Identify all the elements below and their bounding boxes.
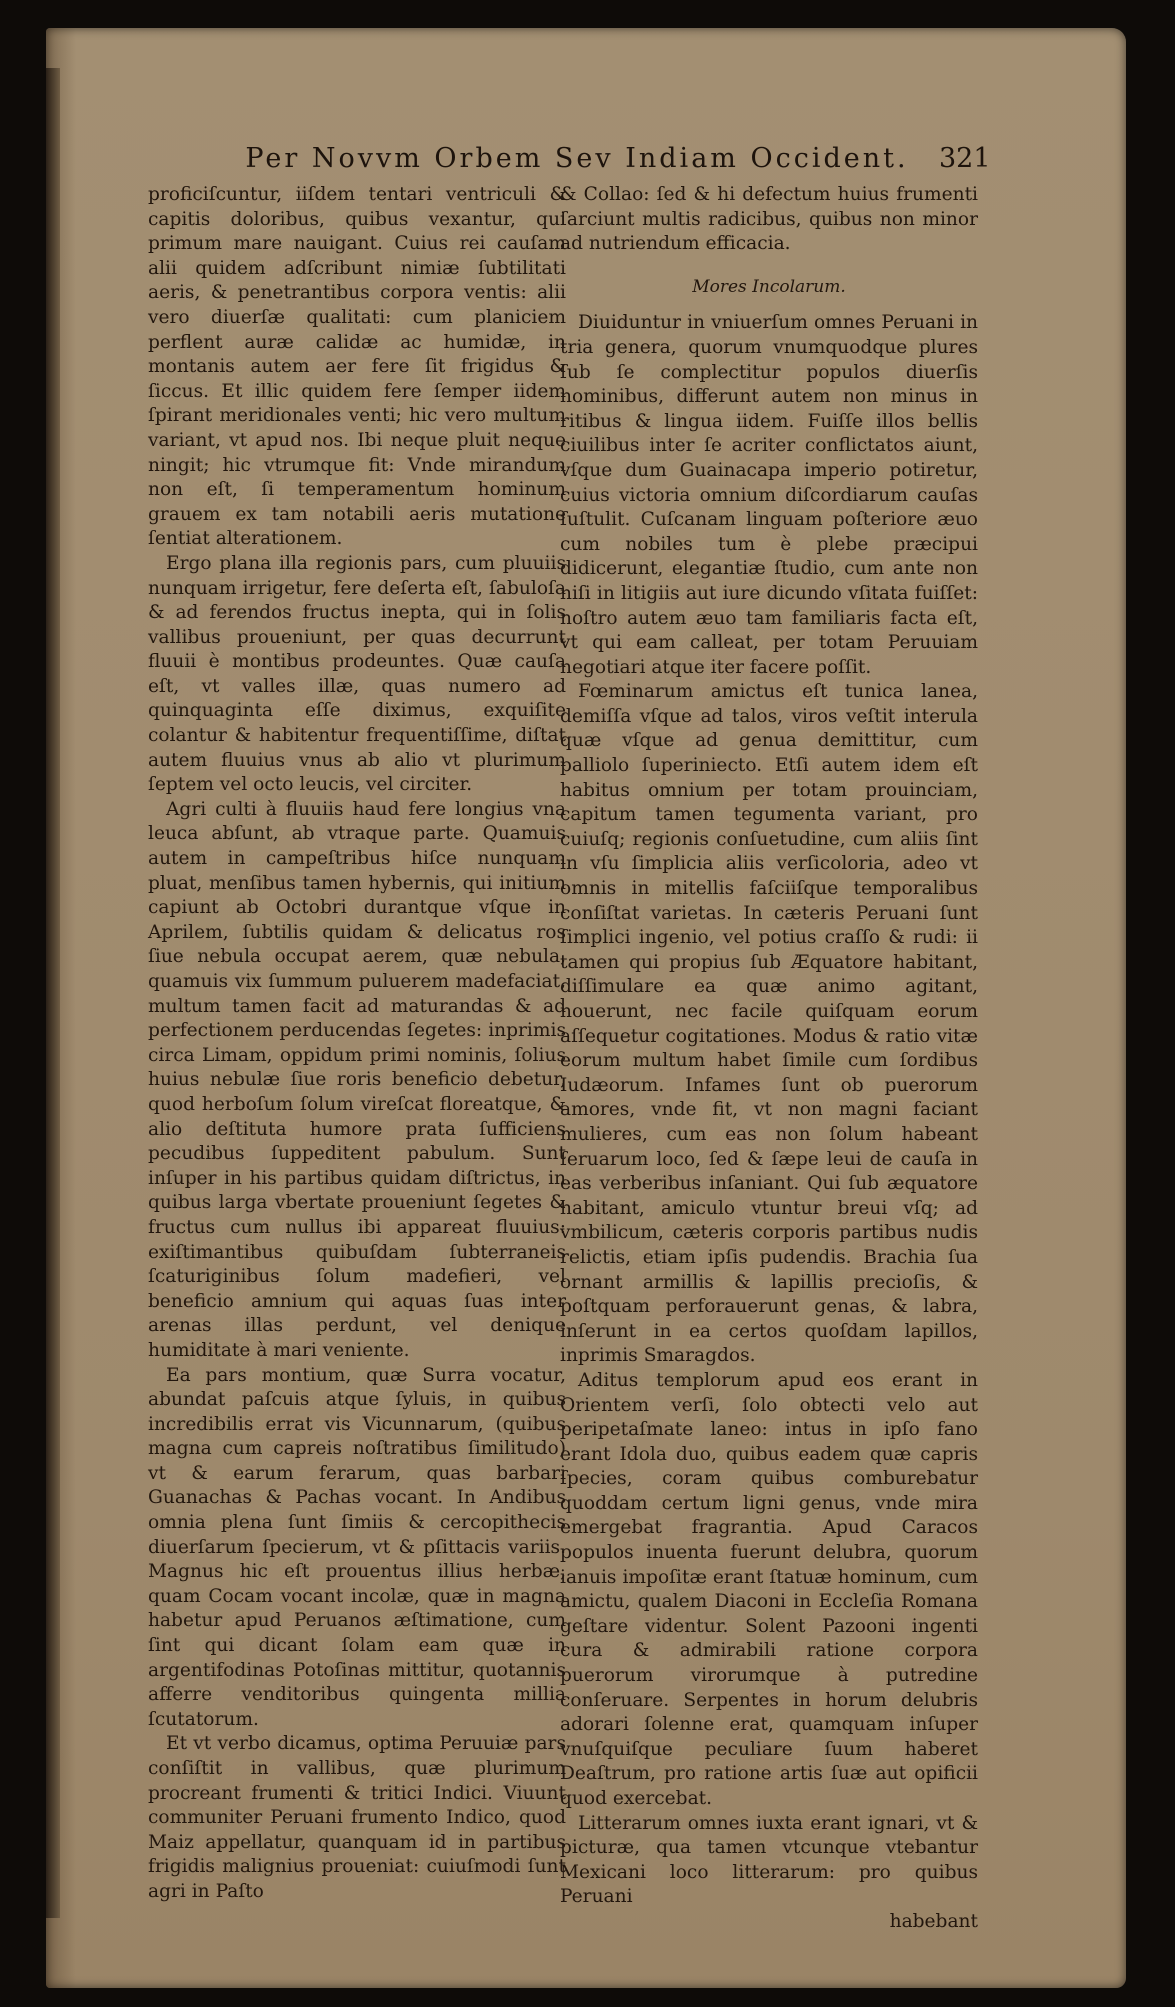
paragraph: Fœminarum amictus eſt tunica lanea, demiſſa vſque ad talos, viros veſtit interula quæ vſque ad genua demittitur, cum palliolo ſuperiniecto. Etſi autem idem eſt habitus omnium per totam prouinciam, capitum tamen tegumenta variant, pro cuiuſq; regionis conſuetudine, cum aliis ſint in vſu ſimplicia aliis verſicoloria, adeo vt omnis in mitellis faſciiſque temporalibus conſiſtat varietas. In cæteris Peruani ſunt ſimplici ingenio, vel potius craſſo & rudi: ii tamen qui propius ſub Æquatore habitant, diſſimulare ea quæ animo agitant, nouerunt, nec facile quiſquam eorum aſſequetur cogitationes. Modus & ratio vitæ eorum multum habet ſimile cum ſordibus Iudæorum. Infames ſunt ob puerorum amores, vnde fit, vt non magni faciant mulieres, cum eas non ſolum habeant ſeruarum loco, ſed & ſæpe leui de cauſa in eas verberibus inſaniant. Qui ſub æquatore habitant, amiculo vtuntur breui vſq; ad vmbilicum, cæteris corporis partibus nudis relictis, etiam ipſis pudendis. Brachia ſua ornant armillis & lapillis precioſis, & poſtquam perforauerunt genas, & labra, inſerunt in ea certos quoſdam lapillos, inprimis Smaragdos. xyxy=(560,681,978,1367)
left-column xyxy=(148,183,566,1905)
book-page xyxy=(46,28,1126,1988)
paragraph: Agri culti à fluuiis haud fere longius vna leuca abſunt, ab vtraque parte. Quamuis autem in campeſtribus hiſce nunquam pluat, menſibus tamen hybernis, qui initium capiunt ab Octobri durantque vſque in Aprilem, ſubtilis quidam & delicatus ros ſiue nebula occupat aerem, quæ nebula, quamuis vix ſummum puluerem madefaciat, multum tamen facit ad maturandas & ad perfectionem perducendas ſegetes: inprimis circa Limam, oppidum primi nominis, ſolius huius nebulæ ſiue roris beneficio debetur, quod herboſum ſolum vireſcat floreatque, & alio deſtituta humore prata ſufficiens pecudibus ſuppeditent pabulum. Sunt inſuper in his partibus quidam diſtrictus, in quibus larga vbertate proueniunt ſegetes & fructus cum nullus ibi appareat fluuius: exiſtimantibus quibuſdam ſubterraneis ſcaturiginibus ſolum madefieri, vel beneficio amnium qui aquas ſuas inter arenas illas perdunt, vel denique humiditate à mari veniente. xyxy=(148,798,566,1361)
catchword: habebant xyxy=(889,1910,978,1932)
paragraph: Litterarum omnes iuxta erant ignari, vt & picturæ, qua tamen vtcunque vtebantur Mexicani loco litterarum: pro quibus Peruani xyxy=(560,1812,978,1908)
section-heading: Mores Incolarum. xyxy=(692,276,846,297)
paragraph: Ergo plana illa regionis pars, cum pluuiis nunquam irrigetur, fere deſerta eſt, ſabuloſa & ad ferendos fructus inepta, qui in ſolis vallibus proueniunt, per quas decurrunt fluuii è montibus prodeuntes. Quæ cauſa eſt, vt valles illæ, quas numero ad quinquaginta eſſe diximus, exquiſite colantur & habitentur frequentiſſime, diſtat autem fluuius vnus ab alio vt plurimum ſeptem vel octo leucis, vel circiter. xyxy=(148,552,566,796)
paragraph: proficiſcuntur, iiſdem tentari ventriculi & capitis doloribus, quibus vexantur, qui primum mare nauigant. Cuius rei cauſam alii quidem adſcribunt nimiæ ſubtilitati aeris, & penetrantibus corpora ventis: alii vero diuerſæ qualitati: cum planiciem perflent auræ calidæ ac humidæ, in montanis autem aer fere ſit frigidus & ſiccus. Et illic quidem fere ſemper iidem ſpirant meridionales venti; hic vero multum variant, vt apud nos. Ibi neque pluit neque ningit; hic vtrumque fit: Vnde mirandum non eſt, ſi temperamentum hominum grauem ex tam notabili aeris mutatione ſentiat alterationem. xyxy=(148,184,566,550)
paragraph: Diuiduntur in vniuerſum omnes Peruani in tria genera, quorum vnumquodque plures ſub ſe complectitur populos diuerſis nominibus, differunt autem non minus in ritibus & lingua iidem. Fuiſſe illos bellis ciuilibus inter ſe acriter conflictatos aiunt, vſque dum Guainacapa imperio potiretur, cuius victoria omnium diſcordiarum cauſas ſuſtulit. Cuſcanam linguam poſteriore æuo cum nobiles tum è plebe præcipui didicerunt, elegantiæ ſtudio, cum ante non niſi in litigiis aut iure dicundo vſitata fuiſſet: noſtro autem æuo tam familiaris facta eſt, vt qui eam calleat, per totam Peruuiam negotiari atque iter facere poſſit. xyxy=(560,312,978,678)
paragraph: & Collao: ſed & hi defectum huius frumenti ſarciunt multis radicibus, quibus non minor ad nutriendum efficacia. xyxy=(560,184,978,255)
paragraph: Ea pars montium, quæ Surra vocatur, abundat paſcuis atque ſyluis, in quibus incredibilis errat vis Vicunnarum, (quibus magna cum capreis noſtratibus ſimilitudo) vt & earum ferarum, quas barbari Guanachas & Pachas vocant. In Andibus omnia plena ſunt ſimiis & cercopithecis diuerſarum ſpecierum, vt & pſittacis variis. Magnus hic eſt prouentus illius herbæ, quam Cocam vocant incolæ, quæ in magna habetur apud Peruanos æſtimatione, cum ſint qui dicant ſolam eam quæ in argentifodinas Potoſinas mittitur, quotannis afferre venditoribus quingenta millia ſcutatorum. xyxy=(148,1364,566,1730)
page-number: 321 xyxy=(939,143,991,174)
right-column xyxy=(560,183,978,1935)
page-binding-edge xyxy=(46,68,60,1918)
paragraph: Aditus templorum apud eos erant in Orientem verſi, ſolo obtecti velo aut peripetaſmate laneo: intus in ipſo fano erant Idola duo, quibus eadem quæ capris ſpecies, coram quibus comburebatur quoddam certum ligni genus, vnde mira emergebat fragrantia. Apud Caracos populos inuenta fuerunt delubra, quorum ianuis impoſitæ erant ſtatuæ hominum, cum amictu, qualem Diaconi in Eccleſia Romana geſtare videntur. Solent Pazooni ingenti cura & admirabili ratione corpora puerorum virorumque à putredine conſeruare. Serpentes in horum delubris adorari ſolenne erat, quamquam inſuper vnuſquiſque peculiare ſuum haberet Deaſtrum, pro ratione artis ſuæ aut opificii quod exercebat. xyxy=(560,1369,978,1809)
running-head: Per Novvm Orbem Sev Indiam Occident. xyxy=(245,143,909,174)
paragraph: Et vt verbo dicamus, optima Peruuiæ pars conſiſtit in vallibus, quæ plurimum procreant frumenti & tritici Indici. Viuunt communiter Peruani frumento Indico, quod Maiz appellatur, quanquam id in partibus frigidis malignius proueniat: cuiuſmodi ſunt agri in Paſto xyxy=(148,1733,566,1902)
